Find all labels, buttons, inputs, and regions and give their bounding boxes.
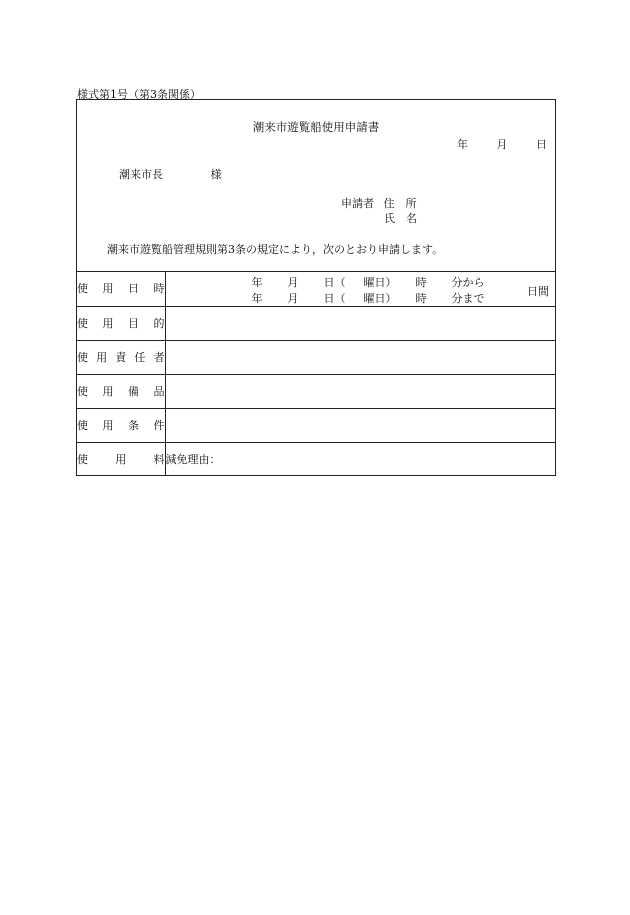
equipment-field[interactable] [165, 374, 555, 408]
row-label-conditions: 使用条件 [77, 408, 165, 442]
application-form [76, 99, 556, 476]
table-row-purpose [77, 306, 555, 340]
row-label-equipment: 使用備品 [77, 374, 165, 408]
table-row-responsible [77, 340, 555, 374]
table-row-equipment [77, 374, 555, 408]
fee-exemption-reason: 減免理由： [165, 453, 221, 467]
table-row-fee [77, 442, 555, 476]
addressee-honorific: 様 [210, 168, 222, 181]
applicant-label: 申請者 [341, 197, 374, 210]
name-label: 氏 名 [384, 212, 417, 225]
table-row-datetime [77, 271, 555, 306]
application-date[interactable] [457, 136, 547, 152]
from-day: 日（ [323, 276, 346, 289]
from-month: 月 [287, 276, 299, 289]
date-day-label: 日 [536, 138, 547, 151]
to-month: 月 [287, 292, 299, 305]
date-year-label: 年 [457, 138, 468, 151]
datetime-field[interactable] [165, 271, 555, 306]
date-month-label: 月 [496, 138, 508, 151]
declaration-text: 潮来市遊覧船管理規則第3条の規定により，次のとおり申請します。 [107, 243, 444, 256]
form-caption: 様式第1号（第3条関係） [77, 88, 201, 101]
from-year: 年 [251, 276, 263, 289]
from-hour: 時 [415, 276, 427, 289]
addressee [119, 166, 222, 182]
row-label-fee: 使用料 [77, 442, 165, 476]
row-label-responsible: 使用責任者 [77, 340, 165, 374]
conditions-field[interactable] [165, 408, 555, 442]
applicant-address-row[interactable] [341, 195, 417, 211]
addressee-name: 潮来市長 [119, 168, 163, 181]
purpose-field[interactable] [165, 306, 555, 340]
to-minute: 分まで [451, 292, 485, 305]
from-weekday: 曜日） [363, 276, 397, 289]
row-label-purpose: 使用目的 [77, 306, 165, 340]
from-minute: 分から [451, 276, 485, 289]
to-year: 年 [251, 292, 263, 305]
to-weekday: 曜日） [363, 292, 397, 305]
form-header [77, 100, 555, 272]
days-label: 日間 [527, 285, 549, 298]
form-table [77, 271, 555, 476]
to-day: 日（ [323, 292, 346, 305]
address-label: 住 所 [383, 197, 417, 210]
fee-field[interactable] [165, 442, 555, 476]
row-label-datetime: 使用日時 [77, 271, 165, 306]
to-hour: 時 [415, 292, 427, 305]
responsible-field[interactable] [165, 340, 555, 374]
table-row-conditions [77, 408, 555, 442]
form-title: 潮来市遊覧船使用申請書 [252, 120, 380, 134]
applicant-name-row[interactable] [384, 210, 417, 226]
